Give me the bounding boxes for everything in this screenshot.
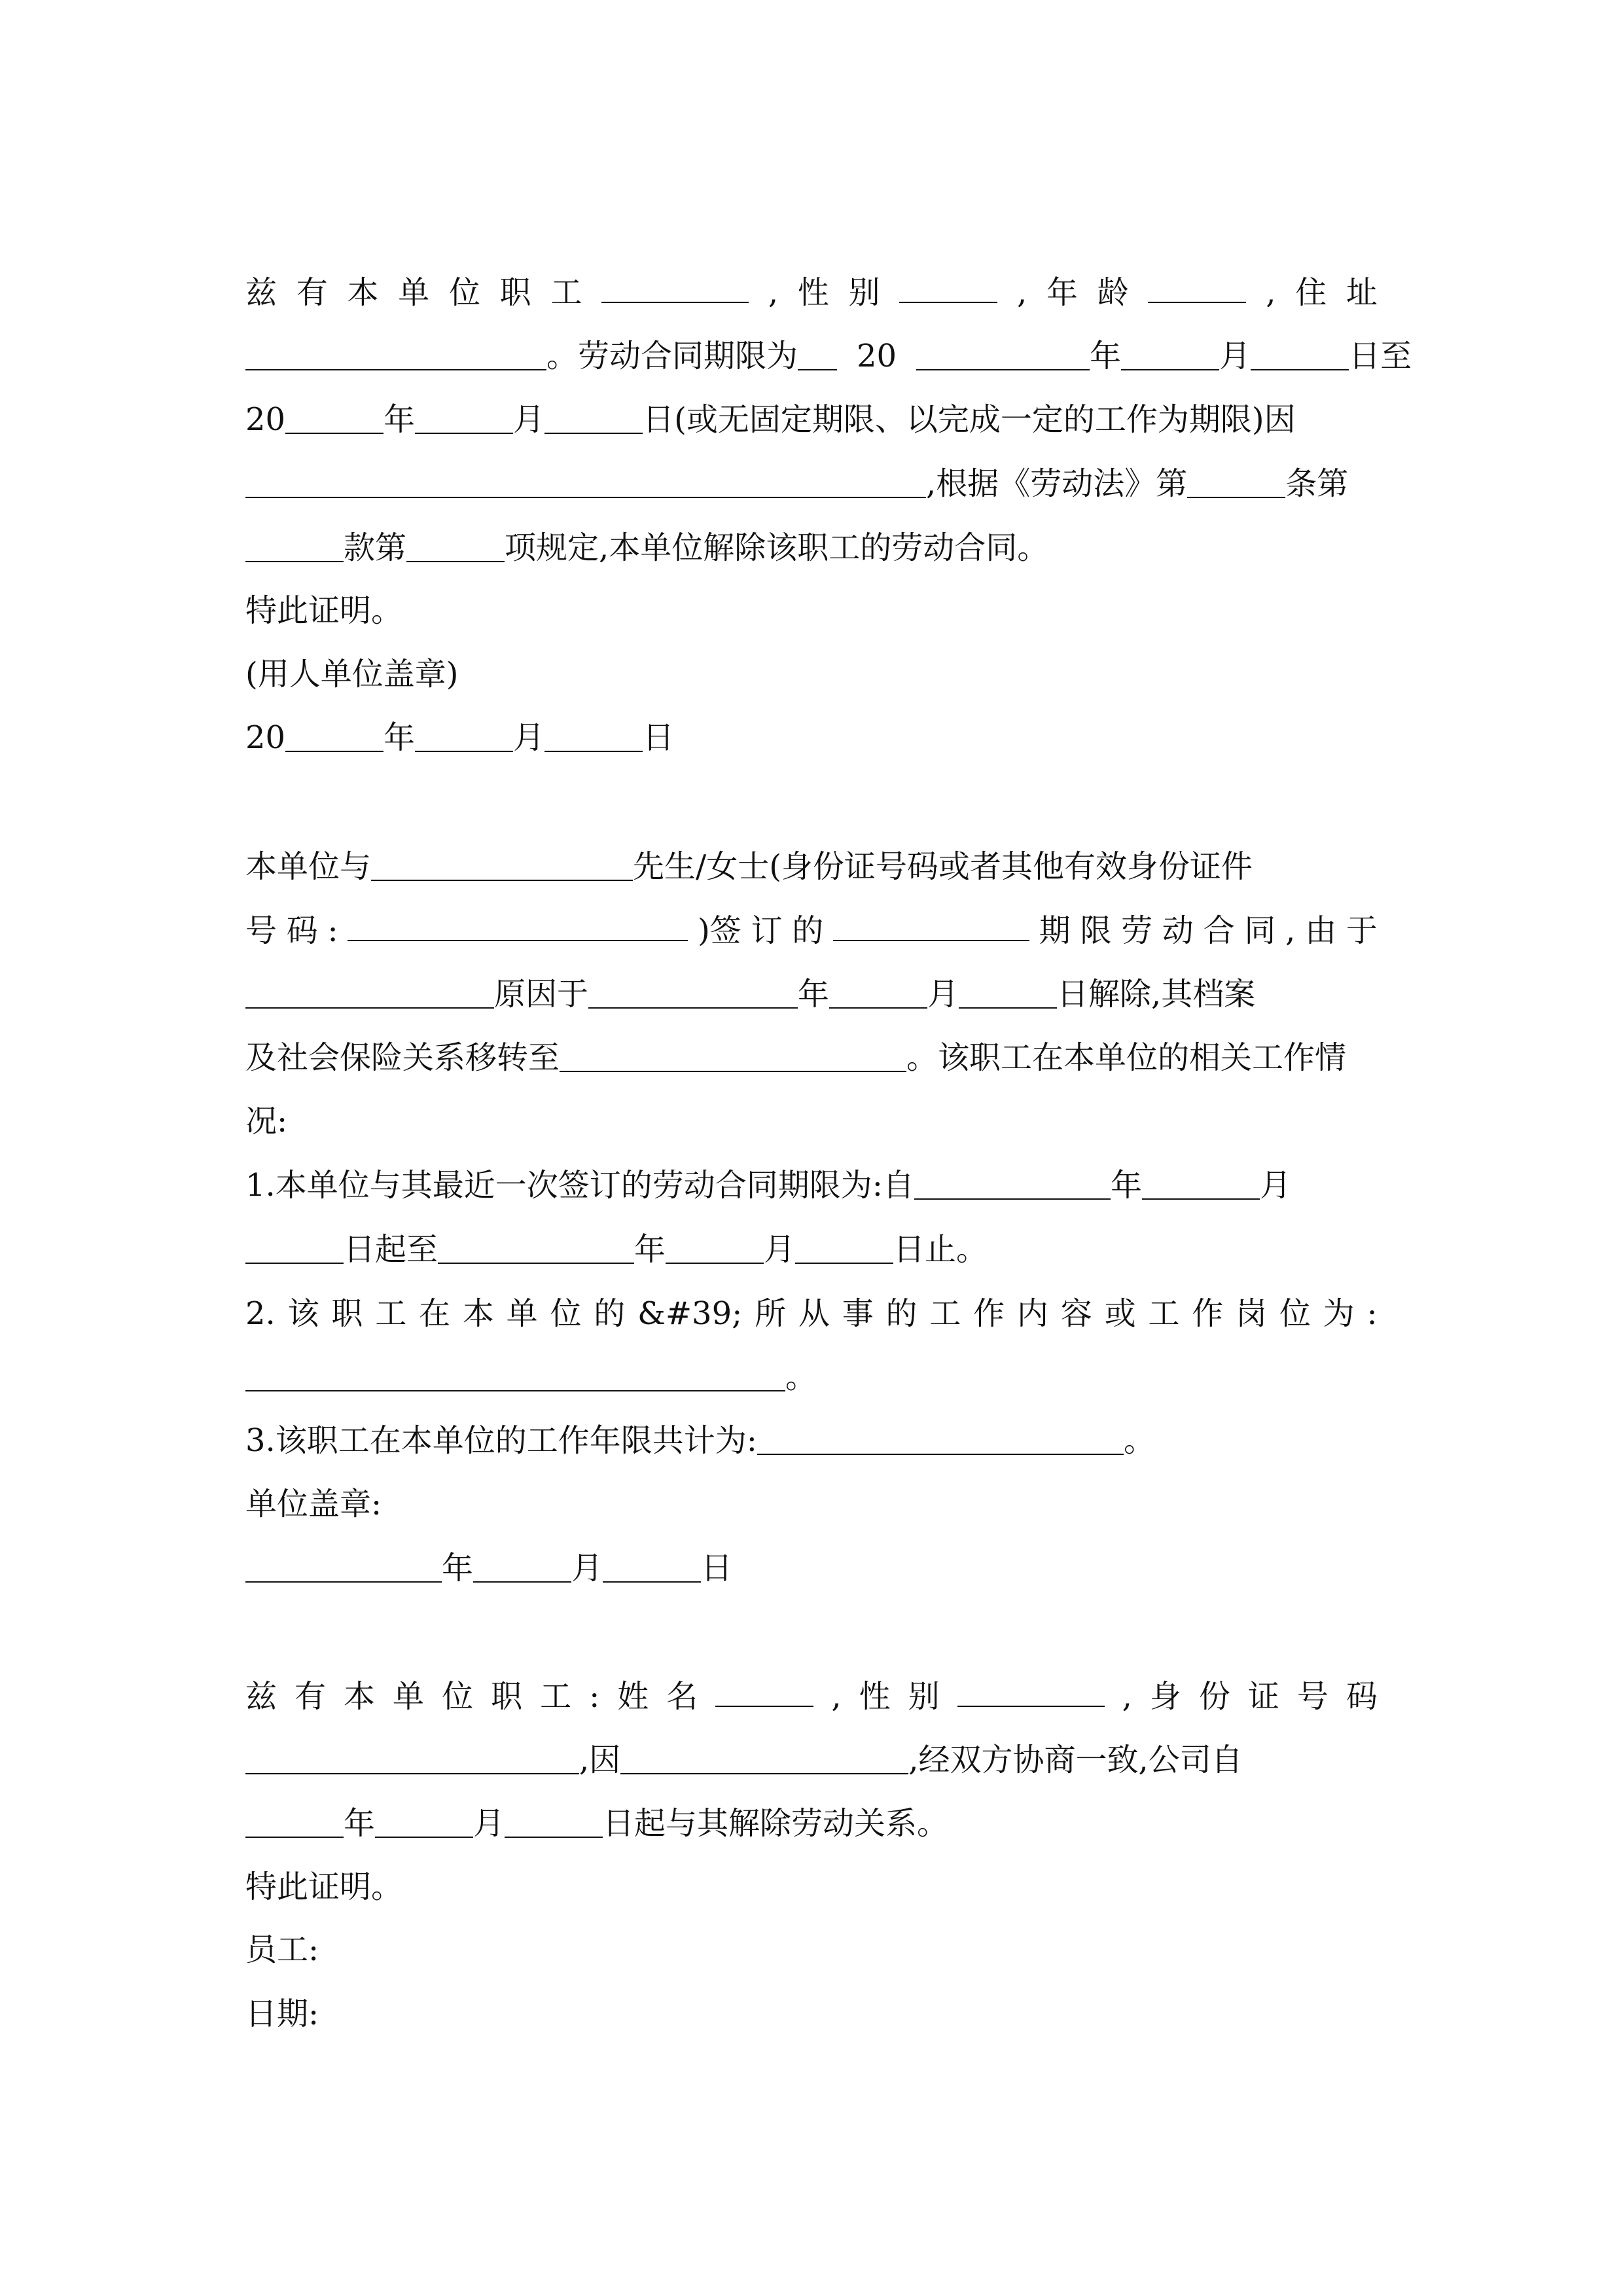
cert2-date: 年 月 日 xyxy=(245,1536,1378,1600)
cert2-date-day-blank xyxy=(603,1550,701,1583)
contract-from-year-blank xyxy=(914,1167,1111,1200)
date-month-blank xyxy=(415,719,513,752)
name-blank xyxy=(601,270,749,303)
address-blank xyxy=(245,338,546,370)
date-year-blank xyxy=(285,719,383,752)
cert2-line-1: 本单位与 先生/女士(身份证号码或者其他有效身份证件 xyxy=(245,848,1253,885)
cert2-item-2: 2. 该 职 工 在 本 单 位 的 &#39; 所 从 事 的 工 作 内 容 或 工 作 岗 位 为 : xyxy=(245,1295,1378,1332)
cert2-line-4: 及社会保险关系移转至 。该职工在本单位的相关工作情 xyxy=(245,1039,1347,1076)
cert3-date: 日期: xyxy=(245,1996,319,2032)
cert2-item-1-cont: 日起至 年 月 日止。 xyxy=(245,1217,1378,1282)
cert2-seal: 单位盖章: xyxy=(245,1486,382,1522)
transfer-to-blank xyxy=(560,1039,906,1072)
cert1-line-5: 款第 项规定,本单位解除该职工的劳动合同。 xyxy=(245,516,1378,580)
cert2-line-2: 号 码 : )签 订 的 期 限 劳 动 合 同 , 由 于 xyxy=(245,899,1378,963)
cert3-certify: 特此证明。 xyxy=(245,1869,403,1905)
contract-to-month-blank xyxy=(666,1231,764,1264)
cert1-certify: 特此证明。 xyxy=(245,592,403,629)
termination-month-blank xyxy=(829,976,927,1009)
end-month-blank xyxy=(415,401,513,434)
article-blank xyxy=(1187,465,1285,498)
cert3-employee: 员工: xyxy=(245,1931,319,1968)
start-day-blank xyxy=(1251,338,1349,370)
cert2-item-2-cont: 。 xyxy=(245,1345,1378,1409)
cert2-line-3: 原因于 年 月 日解除,其档案 xyxy=(245,962,1378,1026)
cert1-seal: (用人单位盖章) xyxy=(245,656,459,692)
contract-to-day-blank xyxy=(795,1231,893,1264)
cert2-item-3: 3.该职工在本单位的工作年限共计为: 。 xyxy=(245,1422,1155,1459)
gender-blank xyxy=(899,270,997,303)
contract-type-blank xyxy=(833,908,1029,941)
job-content-blank xyxy=(245,1359,785,1391)
end-day-blank xyxy=(544,401,643,434)
contract-from-month-blank xyxy=(1142,1167,1260,1200)
cert1-line-2: 。劳动合同期限为 20 年 月 日至 xyxy=(245,324,1378,388)
cert1-date: 20 年 月 日 xyxy=(245,719,675,756)
cert1-line-1: 兹 有 本 单 位 职 工 , 性 别 , 年 龄 , 住 址 xyxy=(245,260,1378,325)
cert3-name-blank xyxy=(715,1674,813,1707)
employee-name-blank xyxy=(371,848,633,881)
age-blank xyxy=(1148,270,1246,303)
cert3-line-3: 年 月 日起与其解除劳动关系。 xyxy=(245,1791,1378,1856)
termination-year-blank xyxy=(588,976,798,1009)
cert2-line-5: 况: xyxy=(245,1103,288,1139)
cert1-line-4: ,根据《劳动法》第 条第 xyxy=(245,452,1378,516)
cert2-date-month-blank xyxy=(473,1550,571,1583)
start-month-blank xyxy=(1121,338,1219,370)
cert3-reason-blank xyxy=(620,1742,908,1774)
termination-reason-blank xyxy=(245,976,494,1009)
cert2-date-year-blank xyxy=(245,1550,442,1583)
cert2-item-1: 1.本单位与其最近一次签订的劳动合同期限为:自 年 月 xyxy=(245,1167,1292,1204)
contract-to-year-blank xyxy=(438,1231,634,1264)
cert3-id-blank xyxy=(245,1742,579,1774)
cert3-gender-blank xyxy=(957,1674,1105,1707)
start-year-blank xyxy=(916,338,1090,370)
end-year-blank xyxy=(285,401,383,434)
item-blank xyxy=(406,529,505,562)
cert3-month-blank xyxy=(375,1805,473,1838)
cert1-line-3: 20 年 月 日(或无固定期限、以完成一定的工作为期限)因 xyxy=(245,401,1296,438)
contract-from-day-blank xyxy=(245,1231,344,1264)
term-blank xyxy=(798,338,837,370)
cert3-line-2: ,因 ,经双方协商一致,公司自 xyxy=(245,1728,1378,1792)
cert3-line-1: 兹 有 本 单 位 职 工 : 姓 名 , 性 别 , 身 份 证 号 码 xyxy=(245,1664,1378,1729)
id-number-blank xyxy=(348,908,688,941)
termination-day-blank xyxy=(959,976,1057,1009)
cert3-year-blank xyxy=(245,1805,344,1838)
clause-blank xyxy=(245,529,344,562)
work-years-blank xyxy=(757,1422,1124,1455)
date-day-blank xyxy=(544,719,643,752)
cert3-day-blank xyxy=(505,1805,603,1838)
reason-blank xyxy=(245,465,926,498)
